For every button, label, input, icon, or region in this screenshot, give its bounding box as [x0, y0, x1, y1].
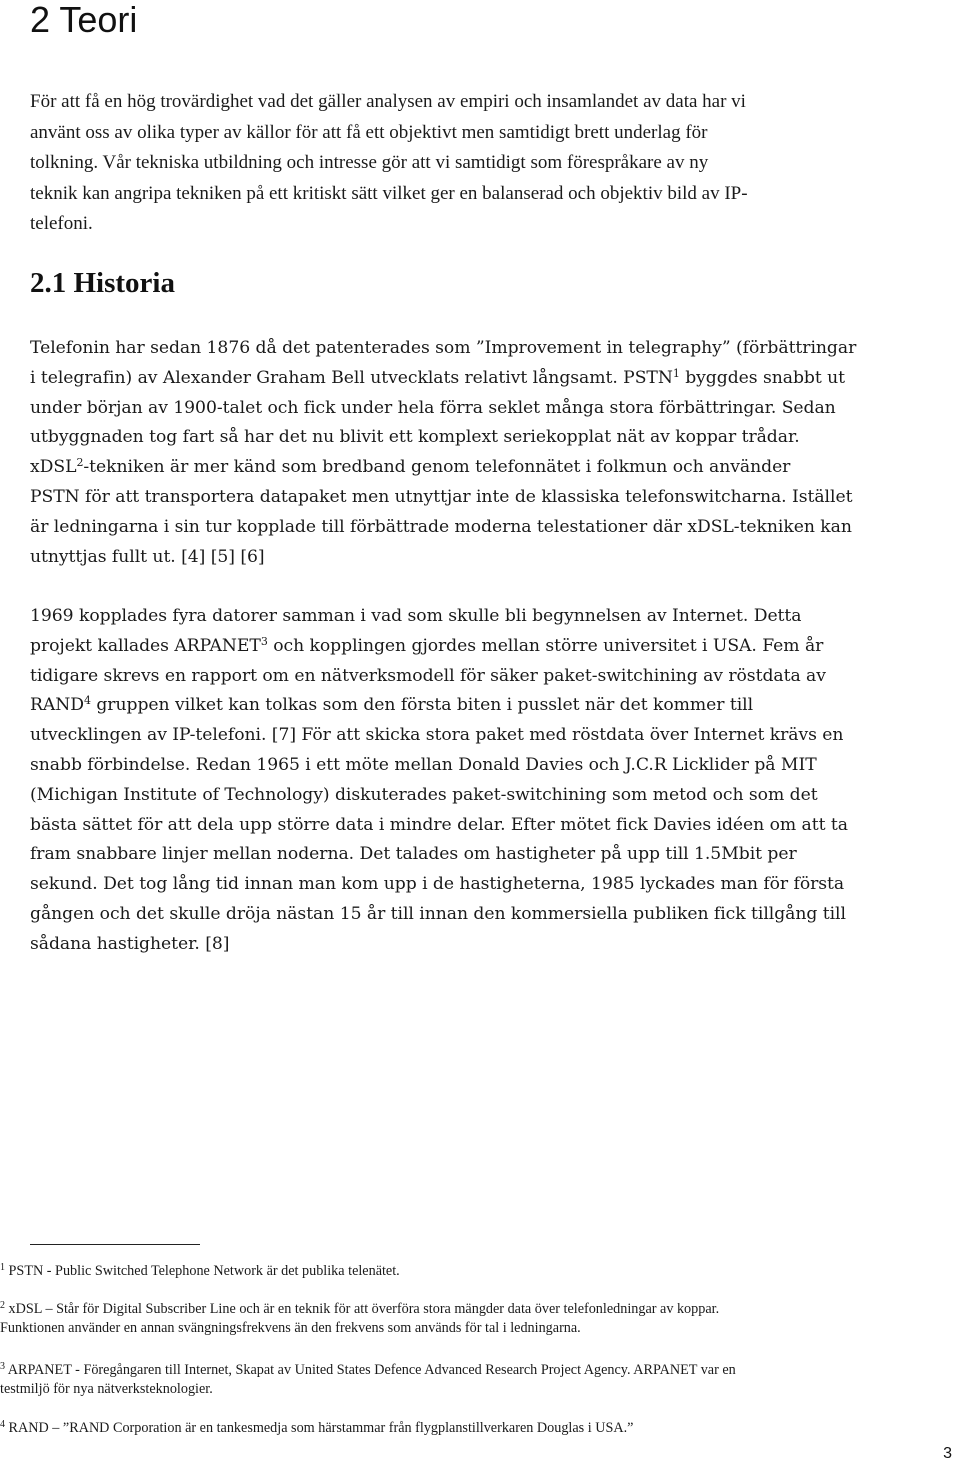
- arpanet-line: bästa sättet för att dela upp större data i mindre delar. Efter mötet fick Davies idéen om att ta: [30, 814, 848, 835]
- chapter-title: 2 Teori: [30, 0, 138, 40]
- footnote-text: ARPANET - Föregångaren till Internet, Skapat av United States Defence Advanced Research Project Agency. ARPANET var en: [7, 1362, 736, 1378]
- footnote-1: [0, 1262, 930, 1281]
- footnote-3: [0, 1361, 930, 1399]
- footnote-line: [0, 1419, 930, 1438]
- footnote-2: [0, 1300, 930, 1338]
- arpanet-line: [30, 632, 930, 662]
- arpanet-line: utvecklingen av IP-telefoni. [7] För att skicka stora paket med röstdata över Internet krävs en: [30, 725, 844, 746]
- footnote-4: [0, 1419, 930, 1438]
- intro-line: använt oss av olika typer av källor för att få ett objektivt men samtidigt brett underlag för: [30, 121, 708, 143]
- arpanet-line: sådana hastigheter. [8]: [30, 933, 230, 954]
- historia-line: PSTN för att transportera datapaket men utnyttjar inte de klassiska telefonswitcharna. Istället: [30, 486, 853, 507]
- arpanet-line: (Michigan Institute of Technology) diskuterades paket-switchining som metod och som det: [30, 784, 818, 805]
- intro-line: telefoni.: [30, 213, 93, 234]
- arpanet-text: projekt kallades ARPANET: [30, 635, 261, 656]
- footnote-line: [0, 1300, 930, 1319]
- footnote-divider: [30, 1244, 200, 1245]
- historia-line: [30, 364, 930, 394]
- footnote-line: [0, 1361, 930, 1380]
- historia-line: utbyggnaden tog fart så har det nu blivit ett komplext seriekopplat nät av koppar trådar.: [30, 427, 800, 448]
- historia-line: [30, 453, 930, 483]
- intro-paragraph: [30, 87, 930, 240]
- historia-line: Telefonin har sedan 1876 då det patenterades som ”Improvement in telegraphy” (förbättringar: [30, 338, 857, 358]
- arpanet-line: fram snabbare linjer mellan noderna. Det talades om hastigheter på upp till 1.5Mbit per: [30, 844, 797, 865]
- intro-line: För att få en hög trovärdighet vad det gäller analysen av empiri och insamlandet av data har vi: [30, 91, 746, 112]
- footnote-number: 2: [0, 1300, 5, 1311]
- arpanet-paragraph: [30, 602, 930, 960]
- historia-text: i telegrafin) av Alexander Graham Bell utvecklats relativt långsamt. PSTN: [30, 367, 673, 388]
- historia-line: under början av 1900-talet och fick under hela förra seklet många stora förbättringar. Sedan: [30, 397, 836, 418]
- footnote-text: PSTN - Public Switched Telephone Network är det publika telenätet.: [8, 1263, 400, 1279]
- intro-line: teknik kan angripa tekniken på ett kritiskt sätt vilket ger en balanserad och objektiv bild av IP-: [30, 182, 748, 204]
- footnote-ref-2[interactable]: 2: [76, 456, 84, 470]
- arpanet-line: 1969 kopplades fyra datorer samman i vad som skulle bli begynnelsen av Internet. Detta: [30, 606, 802, 626]
- footnote-line: Funktionen använder en annan svängningsfrekvens än den frekvens som används för tal i ledningarna.: [0, 1320, 581, 1336]
- footnote-number: 3: [0, 1361, 5, 1372]
- footnote-ref-4[interactable]: 4: [83, 694, 91, 708]
- historia-line: är ledningarna i sin tur kopplade till förbättrade moderna telestationer där xDSL-tekniken kan: [30, 516, 852, 537]
- historia-paragraph: [30, 334, 930, 572]
- historia-text: -tekniken är mer känd som bredband genom telefonnätet i folkmun och använder: [83, 457, 791, 478]
- footnote-text: RAND – ”RAND Corporation är en tankesmedja som härstammar från flygplanstillverkaren Douglas i USA.”: [8, 1420, 634, 1436]
- arpanet-text: RAND: [30, 695, 84, 716]
- arpanet-line: [30, 691, 930, 721]
- footnote-line: [0, 1262, 930, 1281]
- arpanet-line: gången och det skulle dröja nästan 15 år till innan den kommersiella publiken fick tillgång till: [30, 903, 846, 924]
- footnote-text: xDSL – Står för Digital Subscriber Line och är en teknik för att överföra stora mängder data över telefonledningar av koppar.: [8, 1301, 720, 1317]
- arpanet-line: snabb förbindelse. Redan 1965 i ett möte mellan Donald Davies och J.C.R Licklider på MIT: [30, 754, 817, 775]
- historia-line: utnyttjas fullt ut. [4] [5] [6]: [30, 546, 265, 567]
- intro-line: tolkning. Vår tekniska utbildning och intresse gör att vi samtidigt som förespråkare av ny: [30, 152, 709, 173]
- historia-text: byggdes snabbt ut: [679, 367, 846, 388]
- historia-text: xDSL: [30, 457, 77, 478]
- footnote-line: testmiljö för nya nätverksteknologier.: [0, 1381, 213, 1397]
- footnote-number: 4: [0, 1419, 5, 1430]
- arpanet-text: och kopplingen gjordes mellan större universitet i USA. Fem år: [267, 635, 824, 656]
- footnote-ref-3[interactable]: 3: [260, 634, 268, 648]
- arpanet-text: gruppen vilket kan tolkas som den första biten i pusslet när det kommer till: [90, 695, 754, 716]
- section-title: 2.1 Historia: [30, 267, 175, 299]
- arpanet-line: tidigare skrevs en rapport om en nätverksmodell för säker paket-switchining av röstdata av: [30, 665, 826, 686]
- footnote-number: 1: [0, 1262, 5, 1273]
- arpanet-line: sekund. Det tog lång tid innan man kom upp i de hastigheterna, 1985 lyckades man för första: [30, 874, 845, 895]
- page-number: 3: [943, 1445, 952, 1462]
- footnote-ref-1[interactable]: 1: [672, 366, 680, 380]
